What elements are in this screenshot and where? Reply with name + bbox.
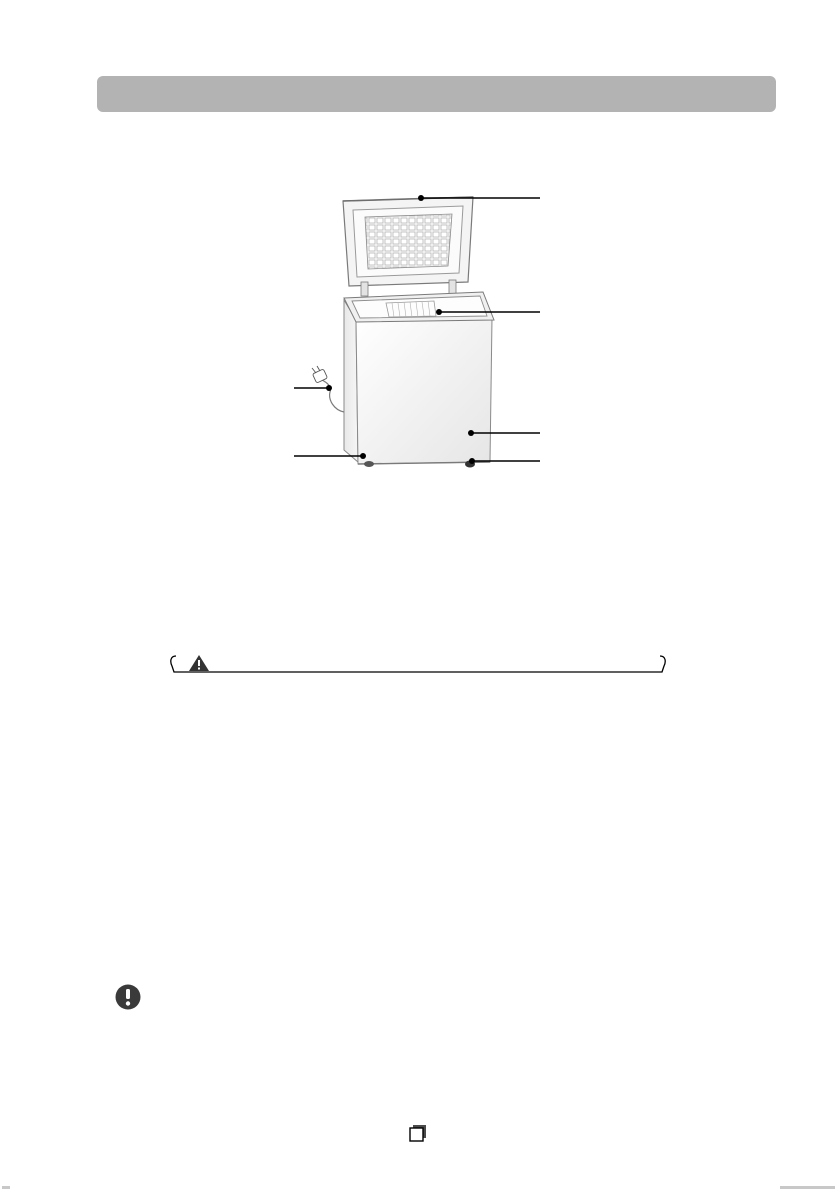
warning-triangle-icon: [189, 655, 209, 671]
callout-power-cord: [294, 385, 332, 391]
warning-frame: [168, 654, 668, 674]
cabinet: [344, 292, 494, 464]
checkbox-square-icon: [409, 1124, 427, 1142]
chest-freezer-figure: [0, 0, 840, 520]
lid: [343, 197, 473, 286]
exclamation-circle-icon: [113, 982, 143, 1012]
bottom-edge-marks: [0, 1180, 840, 1192]
